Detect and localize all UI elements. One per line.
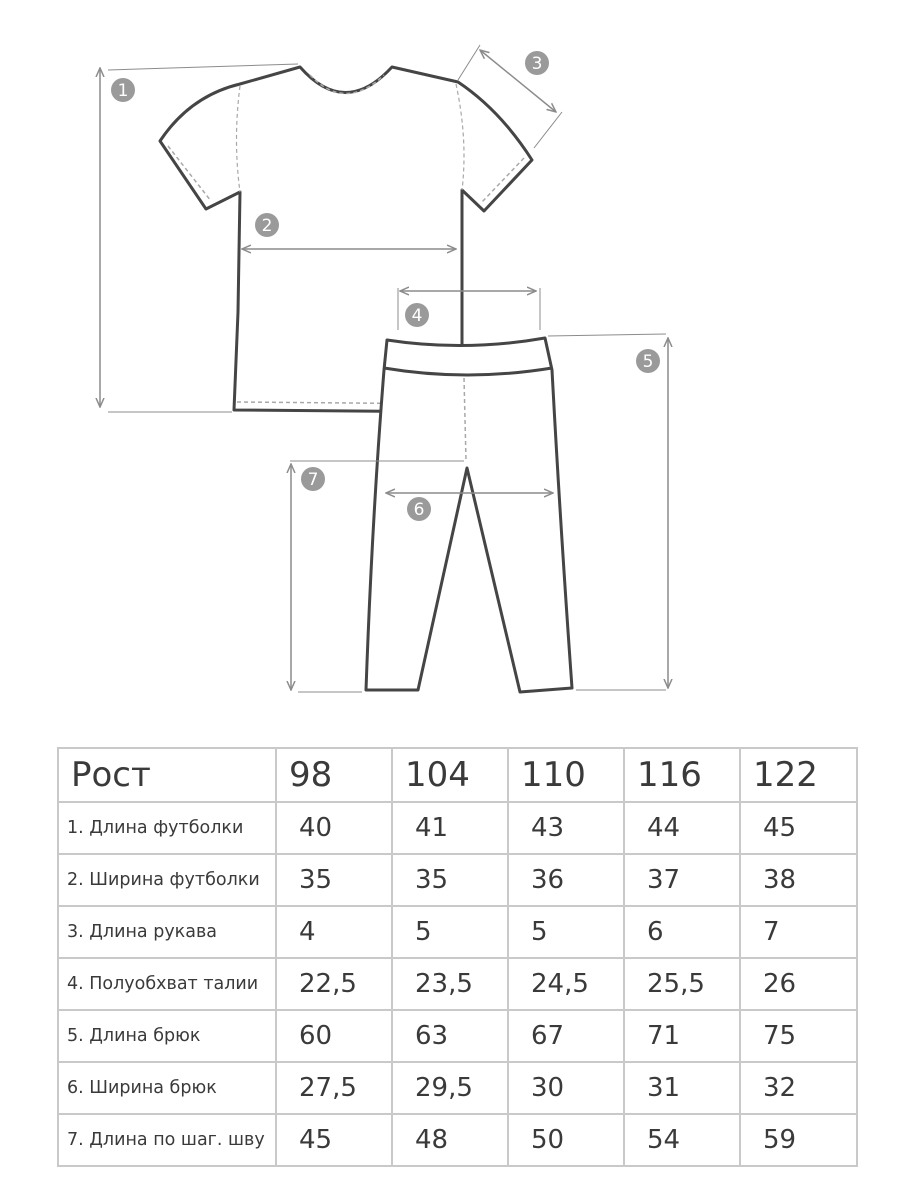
table-cell: 44 [624,802,740,854]
row-label: 5. Длина брюк [58,1010,276,1062]
table-cell: 37 [624,854,740,906]
row-label: 6. Ширина брюк [58,1062,276,1114]
marker-2 [255,213,279,237]
table-cell: 41 [392,802,508,854]
marker-3 [525,51,549,75]
table-header-row [58,748,857,802]
table-cell: 71 [624,1010,740,1062]
table-row [58,1062,857,1114]
table-cell: 30 [508,1062,624,1114]
marker-4-label: 4 [411,306,423,326]
table-row [58,854,857,906]
table-cell: 26 [740,958,857,1010]
table-cell: 45 [740,802,857,854]
table-cell: 5 [508,906,624,958]
table-cell: 54 [624,1114,740,1166]
table-cell: 31 [624,1062,740,1114]
marker-7-label: 7 [307,470,319,490]
header-size: 104 [392,748,508,802]
marker-1 [111,78,135,102]
pants-illustration [366,338,572,692]
pants-outline [366,338,572,692]
table-cell: 4 [276,906,392,958]
row-label: 2. Ширина футболки [58,854,276,906]
row-label: 1. Длина футболки [58,802,276,854]
marker-2-label: 2 [261,216,273,236]
table-cell: 27,5 [276,1062,392,1114]
table-cell: 50 [508,1114,624,1166]
table-cell: 45 [276,1114,392,1166]
table-cell: 75 [740,1010,857,1062]
table-row [58,906,857,958]
table-cell: 35 [276,854,392,906]
table-cell: 38 [740,854,857,906]
table-cell: 40 [276,802,392,854]
table-cell: 48 [392,1114,508,1166]
table-cell: 32 [740,1062,857,1114]
row-label: 3. Длина рукава [58,906,276,958]
table-cell: 29,5 [392,1062,508,1114]
table-cell: 5 [392,906,508,958]
marker-5 [636,349,660,373]
table-cell: 60 [276,1010,392,1062]
table-row [58,958,857,1010]
table-cell: 22,5 [276,958,392,1010]
table-cell: 63 [392,1010,508,1062]
marker-1-label: 1 [117,81,129,101]
header-height-label: Рост [58,748,276,802]
table-cell: 36 [508,854,624,906]
marker-7 [301,467,325,491]
size-table [57,747,858,1167]
table-row [58,1010,857,1062]
table-cell: 6 [624,906,740,958]
header-size: 116 [624,748,740,802]
row-label: 7. Длина по шаг. шву [58,1114,276,1166]
table-cell: 43 [508,802,624,854]
table-cell: 24,5 [508,958,624,1010]
table-row [58,802,857,854]
table-cell: 25,5 [624,958,740,1010]
table-cell: 7 [740,906,857,958]
header-size: 122 [740,748,857,802]
marker-5-label: 5 [642,352,654,372]
table-cell: 67 [508,1010,624,1062]
marker-4 [405,303,429,327]
table-cell: 23,5 [392,958,508,1010]
table-row [58,1114,857,1166]
marker-6-label: 6 [413,500,425,520]
table-cell: 35 [392,854,508,906]
header-size: 110 [508,748,624,802]
marker-3-label: 3 [531,54,543,74]
marker-6 [407,497,431,521]
row-label: 4. Полуобхват талии [58,958,276,1010]
table-cell: 59 [740,1114,857,1166]
header-size: 98 [276,748,392,802]
